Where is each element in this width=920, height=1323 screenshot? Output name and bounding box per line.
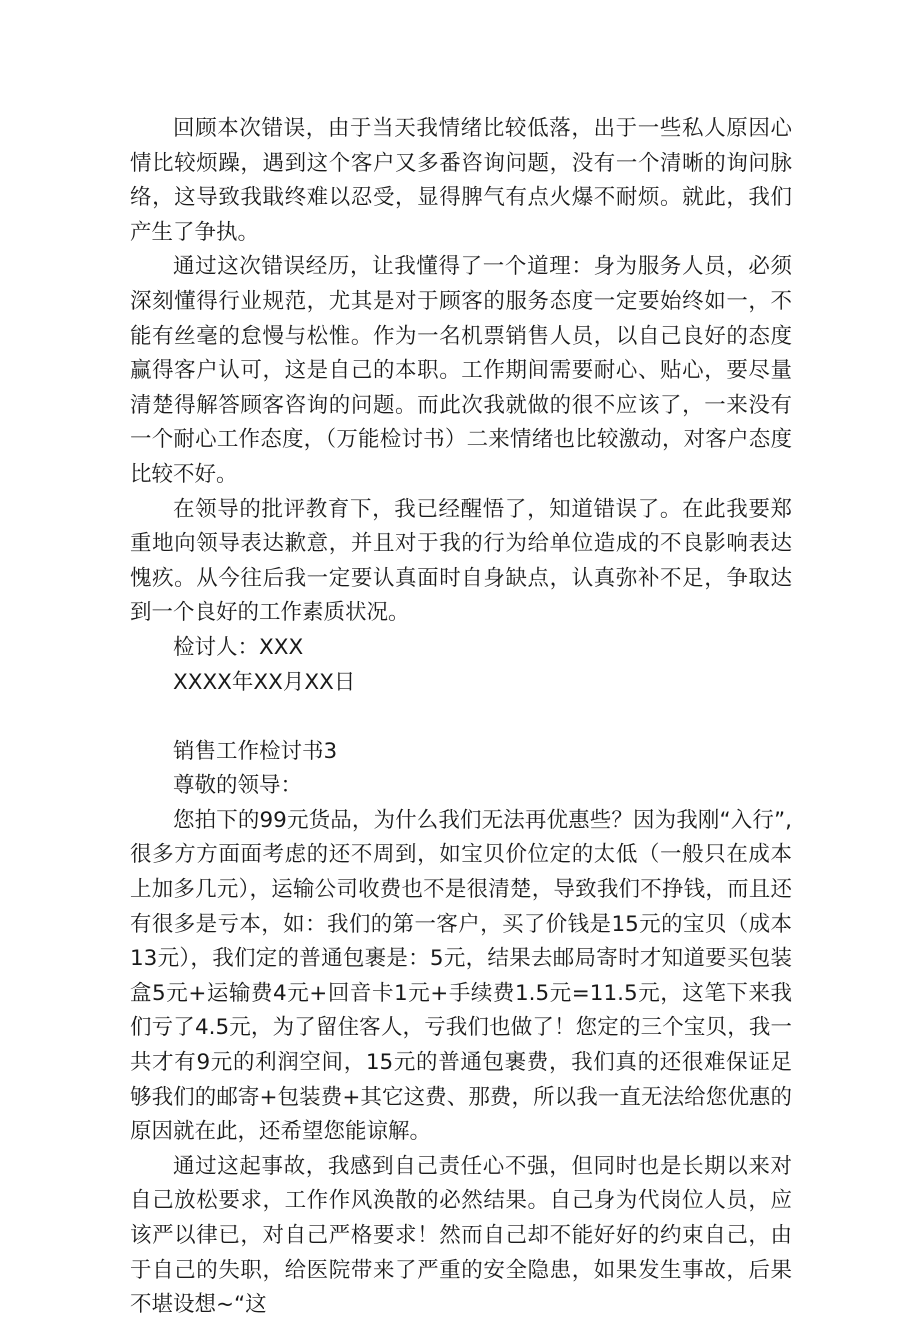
document-body: [130, 112, 792, 1323]
blank-line: [130, 700, 792, 735]
paragraph-error-review: 回顾本次错误，由于当天我情绪比较低落，出于一些私人原因心情比较烦躁，遇到这个客户又多番咨询问题，没有一个清晰的询问脉络，这导致我戢终难以忍受，显得脾气有点火爆不耐烦。就此，我们产生了争执。: [130, 116, 792, 245]
paragraph-accident-reflection: 通过这起事故，我感到自己责任心不强，但同时也是长期以来对自己放松要求，工作作风涣散的必然结果。自己身为代岗位人员，应该严以律已，对自己严格要求！然而自己却不能好好的约束自己，由于自己的失职，给医院带来了严重的安全隐患，如果发生事故，后果不堪设想~“这: [130, 1153, 792, 1318]
paragraph-pricing-explanation: 您拍下的99元货品，为什么我们无法再优惠些？因为我刚“入行”,很多方方面面考虑的还不周到，如宝贝价位定的太低（一般只在成本上加多几元），运输公司收费也不是很清楚，导致我们不挣钱，而且还有很多是亏本，如：我们的第一客户，买了价钱是15元的宝贝（成本13元），我们定的普通包裹是：5元，结果去邮局寄时才知道要买包装盒5元+运输费4元+回音卡1元+手续费1.5元=11.5元，这笔下来我们亏了4.5元，为了留住客人，亏我们也做了！您定的三个宝贝，我一共才有9元的利润空间，15元的普通包裹费，我们真的还很难保证足够我们的邮寄+包装费+其它这费、那费，所以我一直无法给您优惠的原因就在此，还希望您能谅解。: [130, 807, 792, 1145]
signer-line: 检讨人：XXX: [173, 634, 304, 660]
paragraph-lesson-learned: 通过这次错误经历，让我懂得了一个道理：身为服务人员，必须深刻懂得行业规范，尤其是对于顾客的服务态度一定要始终如一，不能有丝毫的怠慢与松惟。作为一名机票销售人员，以自己良好的态度赢得客户认可，这是自己的本职。工作期间需要耐心、贴心，要尽量清楚得解答顾客咨询的问题。而此次我就做的很不应该了，一来没有一个耐心工作态度，（万能检讨书）二来情绪也比较激动，对客户态度比较不好。: [130, 254, 792, 487]
section-title: 销售工作检讨书3: [173, 738, 338, 764]
paragraph-apology: 在领导的批评教育下，我已经醒悟了，知道错误了。在此我要郑重地向领导表达歉意，并且对于我的行为给单位造成的不良影响表达愧疚。从今往后我一定要认真面时自身缺点，认真弥补不足，争取达到一个良好的工作素质状况。: [130, 496, 792, 626]
date-line: XXXX年XX月XX日: [173, 669, 356, 695]
salutation: 尊敬的领导：: [173, 773, 303, 799]
